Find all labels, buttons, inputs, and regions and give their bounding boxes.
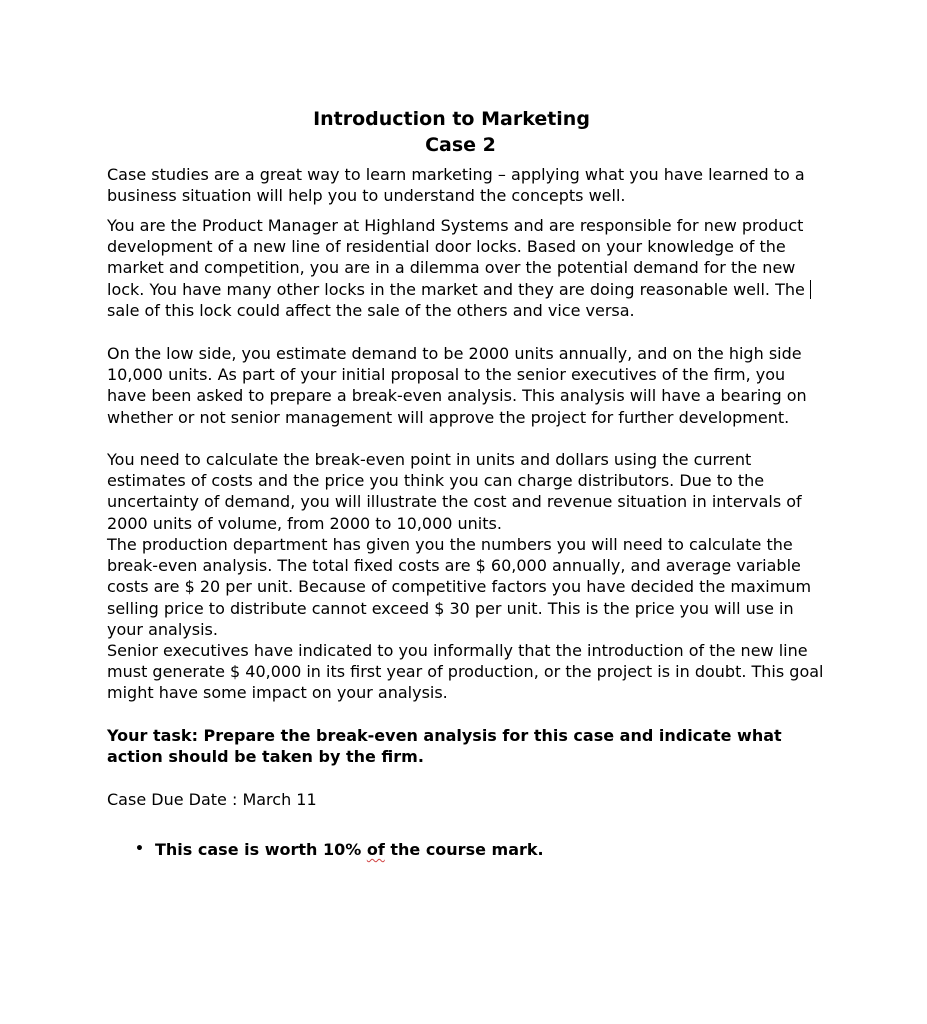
costs-paragraph: The production department has given you the numbers you will need to calculate the break-even analysis. The total fixed costs are $ 60,000 annually, and average variable costs are $ 20 per unit. Because of competitive factors you have decided the maximum selling price to distribute cannot exceed $ 30 per unit. This is the price you will use in your analysis. — [107, 535, 812, 639]
spellcheck-flagged-word: of — [366, 840, 385, 859]
document-subtitle: Case 2 — [425, 134, 496, 156]
due-date: Case Due Date : March 11 — [107, 790, 317, 809]
intro-paragraph: Case studies are a great way to learn marketing – applying what you have learned to a business situation will help you to understand the concepts well. — [107, 165, 805, 206]
goal-paragraph: Senior executives have indicated to you informally that the introduction of the new line must generate $ 40,000 in its first year of production, or the project is in doubt. This goal might have some impact on your analysis. — [107, 641, 824, 703]
product-manager-text-tail: sale of this lock could affect the sale of the others and vice versa. — [107, 300, 635, 320]
bullet-text — [155, 839, 544, 860]
text-cursor — [810, 280, 811, 299]
bullet-text-end: the course mark. — [384, 840, 544, 859]
demand-paragraph: On the low side, you estimate demand to be 2000 units annually, and on the high side 10,000 units. As part of your initial proposal to the senior executives of the firm, you have been asked to prepare a break-even analysis. This analysis will have a bearing on whether or not senior management will approve the project for further development. — [107, 344, 807, 427]
bullet-icon: • — [135, 841, 144, 857]
calculation-paragraph: You need to calculate the break-even point in units and dollars using the current estimates of costs and the price you think you can charge distributors. Due to the uncertainty of demand, you will illustrate the cost and revenue situation in intervals of 2000 units of volume, from 2000 to 10,000 units. — [107, 450, 802, 533]
task-paragraph: Your task: Prepare the break-even analysis for this case and indicate what action should be taken by the firm. — [107, 726, 782, 767]
bullet-text-start: This case is worth 10% — [155, 840, 367, 859]
product-manager-text: You are the Product Manager at Highland Systems and are responsible for new product development of a new line of residential door locks. Based on your knowledge of the market and competition, you are in a dilemma over the potential demand for the new lock. You have many other locks in the market and they are doing reasonable well. The — [107, 216, 805, 299]
course-mark-bullet — [135, 839, 544, 860]
document-title: Introduction to Marketing — [313, 108, 590, 130]
product-manager-paragraph — [107, 215, 827, 321]
